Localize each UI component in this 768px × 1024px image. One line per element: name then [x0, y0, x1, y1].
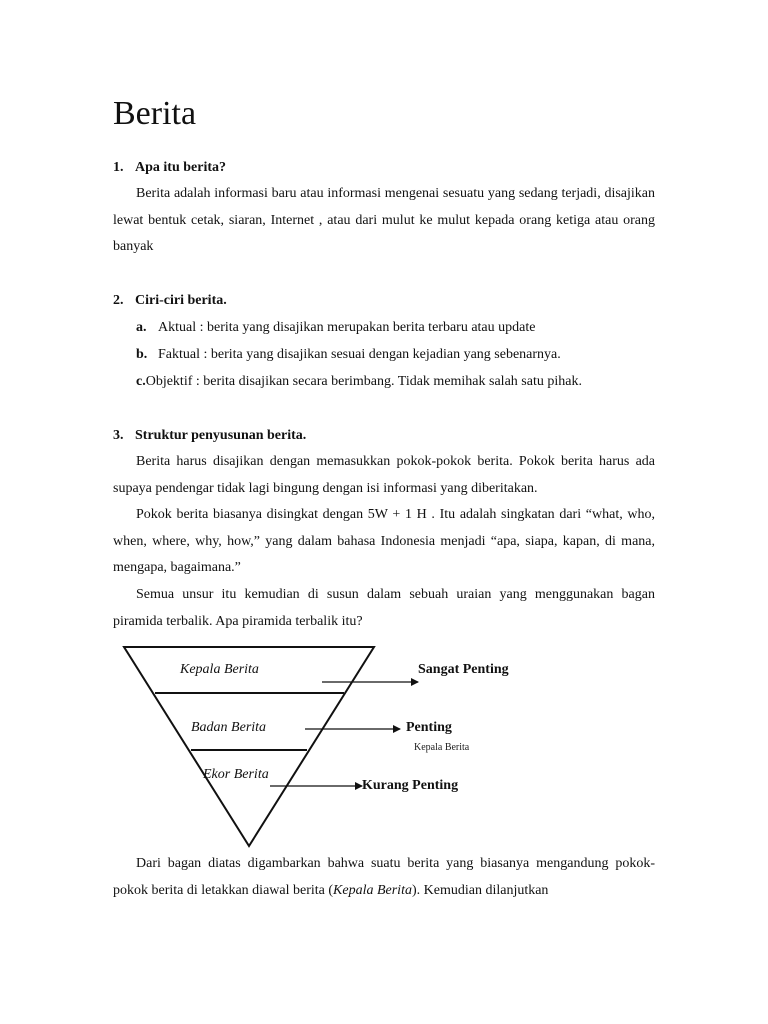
section-number: 1. [113, 160, 124, 175]
section-3-paragraph-1: Berita harus disajikan dengan memasukkan pokok-pokok berita. Pokok berita harus ada supaya pendengar tidak lagi bingung dengan isi informasi yang diberitakan. [113, 454, 655, 496]
closing-text-before: Dari bagan diatas digambarkan bahwa suatu berita yang biasanya mengandung pokok-pokok berita di letakkan diawal berita ( [113, 856, 655, 898]
closing-emphasis: Kepala Berita [333, 882, 412, 898]
pyramid-label-ekor: Ekor Berita [203, 767, 269, 782]
importance-penting: Penting [406, 720, 452, 735]
closing-text-after: ). Kemudian dilanjutkan [411, 882, 549, 898]
section-3-paragraph-2: Pokok berita biasanya disingkat dengan 5W + 1 H . Itu adalah singkatan dari “what, who, when, where, why, how,” yang dalam bahasa Indonesia menjadi “apa, siapa, kapan, di mana, mengapa, bagaimana.” [113, 507, 655, 575]
importance-sangat-penting: Sangat Penting [418, 662, 509, 677]
page-title: Berita [113, 95, 197, 132]
pyramid-label-kepala: Kepala Berita [180, 662, 259, 677]
pyramid-label-badan: Badan Berita [191, 720, 267, 735]
list-item-text: Faktual : berita yang disajikan sesuai dengan kejadian yang sebenarnya. [158, 347, 561, 362]
list-marker: a. [136, 320, 147, 335]
section-number: 2. [113, 293, 124, 308]
list-marker: b. [136, 347, 148, 362]
importance-kurang-penting: Kurang Penting [362, 778, 459, 793]
list-marker: c. [136, 374, 146, 389]
list-item-text: Aktual : berita yang disajikan merupakan berita terbaru atau update [158, 320, 536, 335]
section-title: Struktur penyusunan berita. [135, 428, 307, 443]
diagram-note: Kepala Berita [414, 742, 470, 753]
closing-paragraph [113, 851, 655, 904]
list-item-text: Objektif : berita disajikan secara berimbang. Tidak memihak salah satu pihak. [145, 374, 582, 389]
section-title: Ciri-ciri berita. [135, 293, 227, 308]
section-1-paragraph: Berita adalah informasi baru atau informasi mengenai sesuatu yang sedang terjadi, disajikan lewat bentuk cetak, siaran, Internet , atau dari mulut ke mulut kepada orang ketiga atau orang banyak [113, 186, 655, 254]
section-3-paragraph-3: Semua unsur itu kemudian di susun dalam sebuah uraian yang menggunakan bagan piramida terbalik. Apa piramida terbalik itu? [113, 587, 655, 629]
section-number: 3. [113, 428, 124, 443]
section-title: Apa itu berita? [135, 160, 226, 175]
